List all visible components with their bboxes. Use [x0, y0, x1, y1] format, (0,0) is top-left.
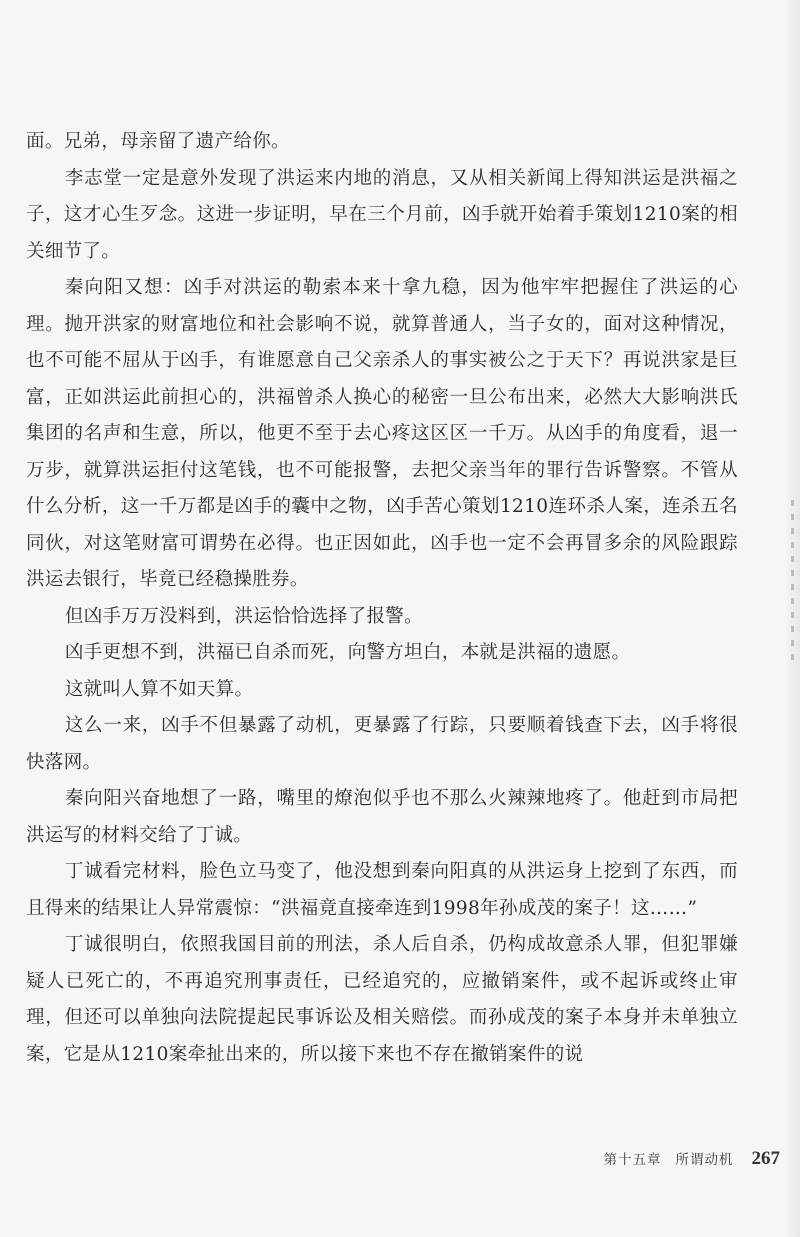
book-page-body: [26, 124, 738, 1073]
binding-edge: [791, 500, 794, 660]
page-footer: [540, 1148, 780, 1172]
chapter-label: 第十五章: [603, 1152, 662, 1168]
paragraph-2: 李志堂一定是意外发现了洪运来内地的消息，又从相关新闻上得知洪运是洪福之子，这才心生歹念。这进一步证明，早在三个月前，凶手就开始着手策划1210案的相关细节了。: [26, 167, 738, 262]
paragraph-4: 但凶手万万没料到，洪运恰恰选择了报警。: [64, 605, 423, 627]
paragraph-1: 面。兄弟，母亲留了遗产给你。: [26, 131, 290, 152]
paragraph-6: 这就叫人算不如天算。: [64, 678, 254, 700]
page-number: 267: [751, 1148, 780, 1169]
paragraph-9: 丁诚看完材料，脸色立马变了，他没想到秦向阳真的从洪运身上挖到了东西，而且得来的结果让人异常震惊：“洪福竟直接牵连到1998年孙成茂的案子！这……”: [26, 861, 738, 919]
paragraph-8: 秦向阳兴奋地想了一路，嘴里的燎泡似乎也不那么火辣辣地疼了。他赶到市局把洪运写的材料交给了丁诚。: [26, 788, 738, 846]
paragraph-3: 秦向阳又想：凶手对洪运的勒索本来十拿九稳，因为他牢牢把握住了洪运的心理。抛开洪家的财富地位和社会影响不说，就算普通人，当子女的，面对这种情况，也不可能不屈从于凶手，有谁愿意自己父亲杀人的事实被公之于天下？再说洪家是巨富，正如洪运此前担心的，洪福曾杀人换心的秘密一旦公布出来，必然大大影响洪氏集团的名声和生意，所以，他更不至于去心疼这区区一千万。从凶手的角度看，退一万步，就算洪运拒付这笔钱，也不可能报警，去把父亲当年的罪行告诉警察。不管从什么分析，这一千万都是凶手的囊中之物，凶手苦心策划1210连环杀人案，连杀五名同伙，对这笔财富可谓势在必得。也正因如此，凶手也一定不会再冒多余的风险跟踪洪运去银行，毕竟已经稳操胜券。: [26, 277, 738, 590]
paragraph-10: 丁诚很明白，依照我国目前的刑法，杀人后自杀，仍构成故意杀人罪，但犯罪嫌疑人已死亡的，不再追究刑事责任，已经追究的，应撤销案件，或不起诉或终止审理，但还可以单独向法院提起民事诉讼及相关赔偿。而孙成茂的案子本身并未单独立案，它是从1210案牵扯出来的，所以接下来也不存在撤销案件的说: [26, 934, 738, 1065]
paragraph-7: 这么一来，凶手不但暴露了动机，更暴露了行踪，只要顺着钱查下去，凶手将很快落网。: [26, 715, 738, 773]
section-title: 所谓动机: [675, 1152, 734, 1168]
paragraph-5: 凶手更想不到，洪福已自杀而死，向警方坦白，本就是洪福的遗愿。: [64, 642, 631, 663]
